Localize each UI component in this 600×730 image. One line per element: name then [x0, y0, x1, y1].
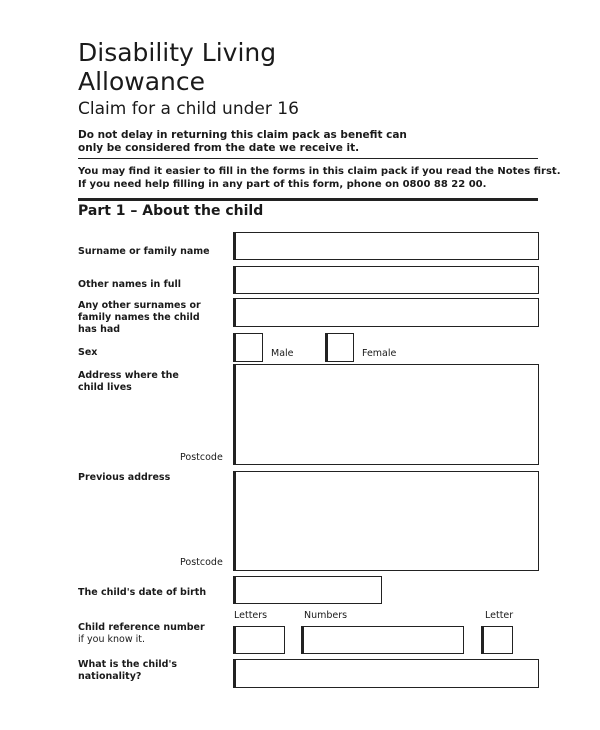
previous-postcode-label: Postcode — [180, 557, 223, 568]
male-label: Male — [271, 348, 294, 359]
address-input[interactable] — [233, 364, 539, 465]
form-title-line2: Allowance — [78, 67, 206, 96]
ref-hint-label: if you know it. — [78, 634, 145, 645]
form-title-line1: Disability Living — [78, 38, 277, 67]
nationality-input[interactable] — [233, 659, 539, 688]
female-checkbox[interactable] — [325, 333, 354, 362]
form-subtitle: Claim for a child under 16 — [78, 99, 299, 119]
other-names-label: Other names in full — [78, 279, 182, 290]
sex-label: Sex — [78, 347, 98, 358]
ref-number-label: Child reference number — [78, 622, 205, 633]
dob-label: The child's date of birth — [78, 587, 207, 598]
ref-letter-input[interactable] — [481, 626, 513, 654]
warning-line-2: only be considered from the date we receive it. — [78, 142, 360, 154]
warning-line-1: Do not delay in returning this claim pack as benefit can — [78, 129, 407, 141]
section-title: Part 1 – About the child — [78, 203, 264, 219]
surname-input[interactable] — [233, 232, 539, 260]
other-surnames-input[interactable] — [233, 298, 539, 327]
ref-letters-label: Letters — [234, 610, 268, 621]
address-label: Address where the child lives — [78, 370, 179, 393]
ref-numbers-input[interactable] — [301, 626, 464, 654]
ref-numbers-label: Numbers — [304, 610, 348, 621]
postcode-label: Postcode — [180, 452, 223, 463]
dob-input[interactable] — [233, 576, 382, 604]
divider — [78, 158, 538, 159]
section-divider — [78, 198, 538, 201]
info-line-2: If you need help filling in any part of this form, phone on 0800 88 22 00. — [78, 179, 487, 190]
other-names-input[interactable] — [233, 266, 539, 294]
info-line-1: You may find it easier to fill in the forms in this claim pack if you read the Notes first. — [78, 166, 561, 177]
previous-address-label: Previous address — [78, 472, 171, 483]
surname-label: Surname or family name — [78, 246, 210, 257]
nationality-label: What is the child's nationality? — [78, 659, 178, 682]
other-surnames-label: Any other surnames or family names the child has had — [78, 300, 201, 335]
male-checkbox[interactable] — [233, 333, 263, 362]
previous-address-input[interactable] — [233, 471, 539, 571]
female-label: Female — [362, 348, 397, 359]
ref-letter-label: Letter — [485, 610, 514, 621]
ref-letters-input[interactable] — [233, 626, 285, 654]
